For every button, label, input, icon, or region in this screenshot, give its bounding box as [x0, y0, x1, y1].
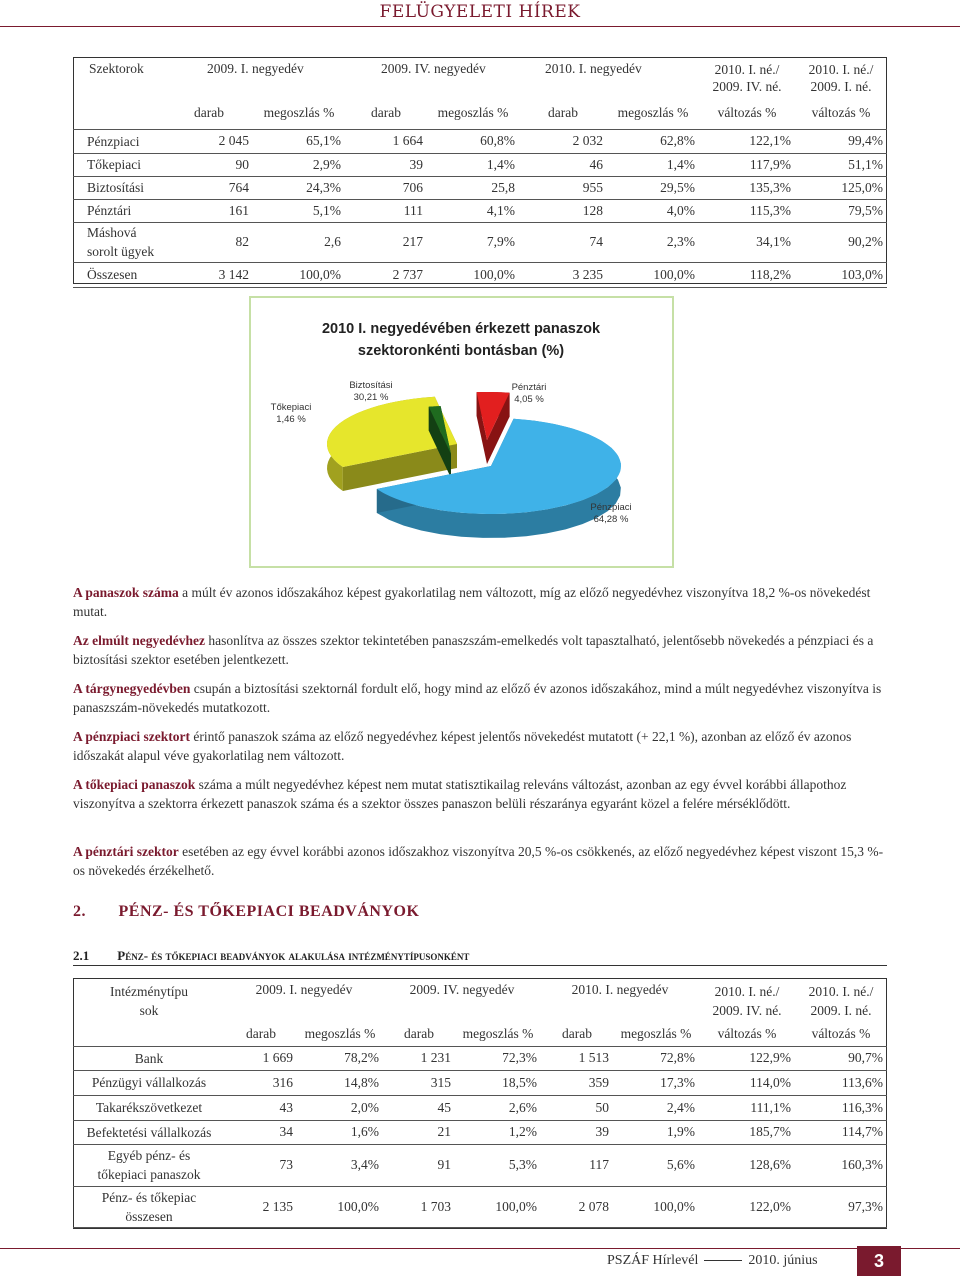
table-cell: 39 — [345, 153, 427, 176]
table-cell: 62,8% — [607, 129, 699, 153]
subsection-rule — [73, 965, 887, 966]
body-paragraph — [73, 727, 887, 765]
table-cell: 113,6% — [795, 1070, 887, 1095]
table-row — [73, 176, 887, 199]
table-cell: 2 032 — [519, 129, 607, 153]
header-title: FELÜGYELETI HÍREK — [379, 2, 581, 22]
table2-change-header: 2010. I. né./ 2009. I. né. — [808, 984, 874, 1018]
table-cell: 18,5% — [455, 1070, 541, 1095]
table-cell: 103,0% — [795, 262, 887, 287]
table-row — [73, 1144, 887, 1186]
subheader: megoszlás % — [455, 1022, 541, 1046]
table-cell: 60,8% — [427, 129, 519, 153]
row-label: Tőkepiaci — [73, 153, 165, 176]
subheader: változás % — [699, 97, 795, 129]
table-cell: 2 737 — [345, 262, 427, 287]
table-row — [73, 153, 887, 176]
section-heading — [73, 903, 419, 921]
table2-change-header: 2010. I. né./ 2009. IV. né. — [712, 984, 782, 1018]
table-row — [73, 129, 887, 153]
sector-complaints-table — [73, 57, 887, 288]
table-cell: 955 — [519, 176, 607, 199]
table-cell: 117,9% — [699, 153, 795, 176]
table1-corner: Szektorok — [89, 61, 144, 76]
row-label: Pénztári — [73, 199, 165, 222]
table-cell: 14,8% — [297, 1070, 383, 1095]
table-cell: 2 078 — [541, 1186, 613, 1227]
table-cell: 4,1% — [427, 199, 519, 222]
section-title: PÉNZ- ÉS TŐKEPIACI BEADVÁNYOK — [118, 903, 420, 920]
table-cell: 29,5% — [607, 176, 699, 199]
section-number: 2. — [73, 903, 86, 920]
table-cell: 316 — [225, 1070, 297, 1095]
table-cell: 1 231 — [383, 1046, 455, 1070]
subheader: darab — [519, 97, 607, 129]
subheader: megoszlás % — [607, 97, 699, 129]
slice-label-value: 30,21 % — [353, 392, 389, 403]
paragraph-text: érintő panaszok száma az előző negyedévhez képest jelentős növekedést mutatott (+ 22,1 %), azonban az előző év azonos időszakát alapul véve gyakorlatilag nem változott. — [73, 729, 852, 763]
row-label: Pénzügyi vállalkozás — [73, 1070, 225, 1095]
table2-corner — [73, 978, 225, 1022]
table-cell: 3 142 — [165, 262, 253, 287]
table-cell: 1,4% — [427, 153, 519, 176]
paragraph-text: esetében az egy évvel korábbi azonos időszakhoz viszonyítva 20,5 %-os csökkenés, az előző negyedévhez képest viszont 15,3 %-os növekedés érzékelhető. — [73, 844, 884, 878]
table-cell: 764 — [165, 176, 253, 199]
table-cell: 128,6% — [699, 1144, 795, 1186]
paragraph-lead: A pénzpiaci szektort — [73, 729, 190, 744]
table-cell: 217 — [345, 222, 427, 262]
page-header — [0, 0, 960, 30]
table-row — [73, 222, 887, 262]
table-cell: 97,3% — [795, 1186, 887, 1227]
table-cell: 114,7% — [795, 1120, 887, 1144]
row-label: Biztosítási — [73, 176, 165, 199]
body-paragraph — [73, 679, 887, 717]
pie-chart — [251, 298, 672, 566]
table2-subheader-row — [73, 1022, 887, 1046]
footer-publication: PSZÁF Hírlevél — [607, 1253, 699, 1268]
table-cell: 161 — [165, 199, 253, 222]
subheader: megoszlás % — [253, 97, 345, 129]
table-cell: 2,4% — [613, 1095, 699, 1120]
chart-title-line1: 2010 I. negyedévében érkezett panaszok — [321, 321, 601, 337]
table1-change-header: 2010. I. né./ 2009. IV. né. — [712, 62, 782, 94]
table2-corner-text: Intézménytípusok — [110, 984, 188, 1018]
table-cell: 114,0% — [699, 1070, 795, 1095]
table-cell: 2,6 — [253, 222, 345, 262]
subheader: darab — [165, 97, 253, 129]
table-cell: 117 — [541, 1144, 613, 1186]
institution-complaints-table — [73, 978, 887, 1228]
table2-period-header: 2010. I. negyedév — [571, 982, 669, 997]
paragraph-lead: A panaszok száma — [73, 585, 179, 600]
footer-rule — [0, 1248, 960, 1249]
table-cell: 122,9% — [699, 1046, 795, 1070]
subheader: darab — [225, 1022, 297, 1046]
table-row — [73, 1046, 887, 1070]
table-cell: 43 — [225, 1095, 297, 1120]
table-cell: 116,3% — [795, 1095, 887, 1120]
table-cell: 46 — [519, 153, 607, 176]
table-cell: 100,0% — [297, 1186, 383, 1227]
table-cell: 72,8% — [613, 1046, 699, 1070]
table1-period-header: 2009. IV. negyedév — [381, 61, 486, 76]
subsection-heading — [73, 948, 469, 964]
table-cell: 160,3% — [795, 1144, 887, 1186]
table-cell: 1,9% — [613, 1120, 699, 1144]
subheader: változás % — [795, 1022, 887, 1046]
table-cell: 1,6% — [297, 1120, 383, 1144]
table-cell: 1 513 — [541, 1046, 613, 1070]
subheader: változás % — [699, 1022, 795, 1046]
table-row — [73, 262, 887, 287]
table-cell: 1 664 — [345, 129, 427, 153]
slice-label-name: Tőkepiaci — [270, 402, 312, 413]
paragraph-text: száma a múlt negyedévhez képest nem mutat statisztikailag releváns változást, azonban az egy évvel korábbi állapothoz viszonyítva a szektorra érkezett panaszok száma és a szektor összes panaszon belüli részaránya egyaránt közel a felére mérséklődött. — [73, 777, 847, 811]
table-cell: 315 — [383, 1070, 455, 1095]
paragraph-text: hasonlítva az összes szektor tekintetében panaszszám-emelkedés volt tapasztalható, jelentősebb növekedés a pénzpiaci és a biztosítási szektor esetében jelentkezett. — [73, 633, 874, 667]
body-paragraph — [73, 583, 887, 621]
table-cell: 1,4% — [607, 153, 699, 176]
table-cell: 2,0% — [297, 1095, 383, 1120]
table-cell: 122,0% — [699, 1186, 795, 1227]
table-cell: 72,3% — [455, 1046, 541, 1070]
row-label: Bank — [73, 1046, 225, 1070]
table-cell: 51,1% — [795, 153, 887, 176]
table-cell: 45 — [383, 1095, 455, 1120]
table-cell: 90,2% — [795, 222, 887, 262]
table-cell: 125,0% — [795, 176, 887, 199]
table-cell: 1 669 — [225, 1046, 297, 1070]
subheader: megoszlás % — [427, 97, 519, 129]
table-cell: 1 703 — [383, 1186, 455, 1227]
table-cell: 1,2% — [455, 1120, 541, 1144]
chart-title-line2: szektoronkénti bontásban (%) — [357, 343, 565, 359]
slice-label-name: Pénztári — [511, 382, 547, 393]
table-cell: 122,1% — [699, 129, 795, 153]
paragraph-text: a múlt év azonos időszakához képest gyakorlatilag nem változott, míg az előző negyedévhez viszonyítva 18,2 %-os növekedést mutat. — [73, 585, 871, 619]
table-cell: 128 — [519, 199, 607, 222]
subheader: darab — [383, 1022, 455, 1046]
footer-text — [607, 1253, 818, 1269]
row-label: Összesen — [73, 262, 165, 287]
table-row — [73, 1095, 887, 1120]
body-paragraph — [73, 631, 887, 669]
table-cell: 3,4% — [297, 1144, 383, 1186]
row-label: Befektetési vállalkozás — [73, 1120, 225, 1144]
table-cell: 90 — [165, 153, 253, 176]
paragraph-text: csupán a biztosítási szektornál fordult elő, hogy mind az előző év azonos időszakához, mind a múlt negyedévhez viszonyítva is panaszszám-növekedés mutatkozott. — [73, 681, 882, 715]
slice-label-value: 4,05 % — [514, 394, 544, 405]
subheader: darab — [345, 97, 427, 129]
table-cell: 115,3% — [699, 199, 795, 222]
table-cell: 79,5% — [795, 199, 887, 222]
subheader: változás % — [795, 97, 887, 129]
paragraph-lead: A tőkepiaci panaszok — [73, 777, 196, 792]
slice-label-value: 1,46 % — [276, 414, 306, 425]
table1-period-header: 2010. I. negyedév — [545, 61, 642, 76]
table2-period-header: 2009. IV. negyedév — [409, 982, 515, 997]
table1-subheader-row — [73, 97, 887, 129]
table-cell: 25,8 — [427, 176, 519, 199]
table-row — [73, 1186, 887, 1227]
table-cell: 2 135 — [225, 1186, 297, 1227]
table-cell: 74 — [519, 222, 607, 262]
table-cell: 100,0% — [455, 1186, 541, 1227]
table-cell: 50 — [541, 1095, 613, 1120]
table-row — [73, 1120, 887, 1144]
table-cell: 100,0% — [607, 262, 699, 287]
table-cell: 73 — [225, 1144, 297, 1186]
header-rule — [0, 26, 960, 27]
table-cell: 100,0% — [613, 1186, 699, 1227]
table-cell: 24,3% — [253, 176, 345, 199]
table-cell: 4,0% — [607, 199, 699, 222]
table-cell: 21 — [383, 1120, 455, 1144]
table-cell: 2,9% — [253, 153, 345, 176]
subsection-title: Pénz- és tőkepiaci beadványok alakulása intézménytípusonként — [117, 948, 470, 963]
subsection-number: 2.1 — [73, 948, 90, 963]
table-cell: 359 — [541, 1070, 613, 1095]
table-cell: 3 235 — [519, 262, 607, 287]
row-label: Takarékszövetkezet — [73, 1095, 225, 1120]
table-cell: 5,1% — [253, 199, 345, 222]
table-cell: 7,9% — [427, 222, 519, 262]
table-cell: 17,3% — [613, 1070, 699, 1095]
table-cell: 5,3% — [455, 1144, 541, 1186]
table-cell: 65,1% — [253, 129, 345, 153]
table-cell: 90,7% — [795, 1046, 887, 1070]
table-row — [73, 1070, 887, 1095]
table-cell: 185,7% — [699, 1120, 795, 1144]
table-cell: 91 — [383, 1144, 455, 1186]
paragraph-lead: Az elmúlt negyedévhez — [73, 633, 205, 648]
table-cell: 34 — [225, 1120, 297, 1144]
table-cell: 5,6% — [613, 1144, 699, 1186]
footer-dash — [704, 1260, 742, 1261]
table-cell: 135,3% — [699, 176, 795, 199]
table-cell: 706 — [345, 176, 427, 199]
slice-label-name: Biztosítási — [349, 380, 393, 391]
table-cell: 34,1% — [699, 222, 795, 262]
row-label: Pénzpiaci — [73, 129, 165, 153]
subheader: darab — [541, 1022, 613, 1046]
table-cell: 111,1% — [699, 1095, 795, 1120]
table1-change-header: 2010. I. né./ 2009. I. né. — [808, 62, 874, 94]
page-number: 3 — [857, 1246, 901, 1276]
table-row — [73, 199, 887, 222]
table-cell: 111 — [345, 199, 427, 222]
row-label: Egyéb pénz- és tőkepiaci panaszok — [73, 1144, 225, 1186]
table-cell: 82 — [165, 222, 253, 262]
table2-period-header: 2009. I. negyedév — [255, 982, 353, 997]
slice-label-value: 64,28 % — [593, 514, 629, 525]
body-paragraph — [73, 775, 887, 813]
table-cell: 78,2% — [297, 1046, 383, 1070]
paragraph-lead: A tárgynegyedévben — [73, 681, 191, 696]
row-label: Pénz- és tőkepiac összesen — [73, 1186, 225, 1227]
table-cell: 2,3% — [607, 222, 699, 262]
table-cell: 2 045 — [165, 129, 253, 153]
table-cell: 2,6% — [455, 1095, 541, 1120]
body-paragraph — [73, 842, 887, 880]
table-cell: 118,2% — [699, 262, 795, 287]
table-cell: 39 — [541, 1120, 613, 1144]
table-cell: 99,4% — [795, 129, 887, 153]
table-cell: 100,0% — [427, 262, 519, 287]
subheader: megoszlás % — [613, 1022, 699, 1046]
row-label: Máshová sorolt ügyek — [73, 222, 165, 262]
paragraph-lead: A pénztári szektor — [73, 844, 179, 859]
table-cell: 100,0% — [253, 262, 345, 287]
table1-period-header: 2009. I. negyedév — [207, 61, 304, 76]
pie-chart-box — [249, 296, 674, 568]
slice-label-name: Pénzpiaci — [590, 502, 632, 513]
subheader: megoszlás % — [297, 1022, 383, 1046]
footer-date: 2010. június — [748, 1253, 818, 1268]
